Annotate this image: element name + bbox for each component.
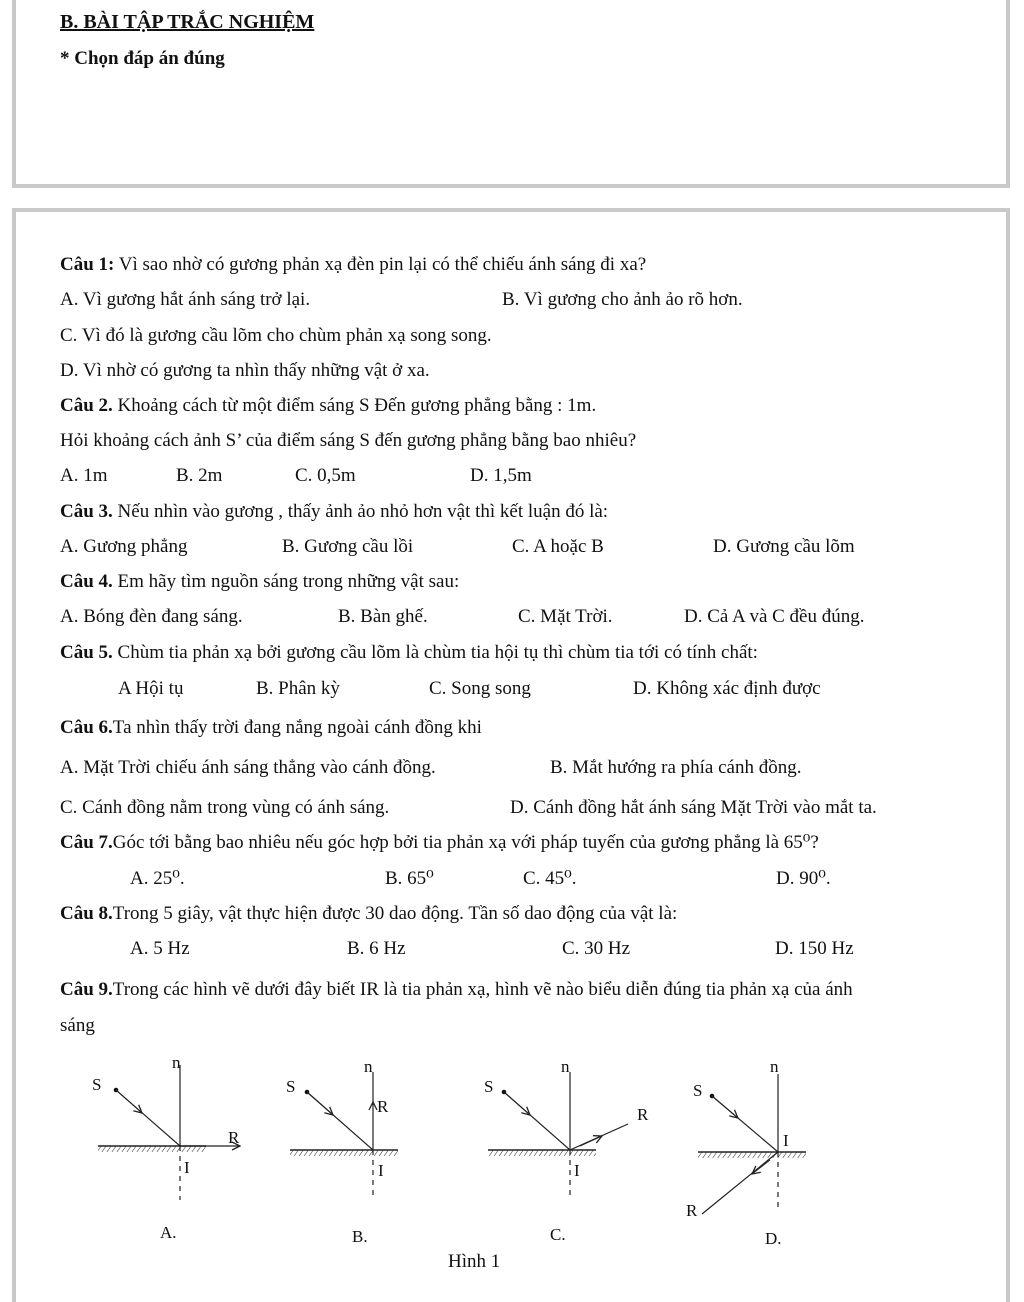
question-1: Câu 1: Vì sao nhờ có gương phản xạ đèn pin lại có thể chiếu ánh sáng đi xa? [60, 254, 647, 275]
q2-option-d[interactable]: D. 1,5m [470, 465, 532, 486]
panel-b[interactable] [286, 1057, 398, 1246]
label-n-d: n [770, 1057, 779, 1076]
q4-option-c[interactable]: C. Mặt Trời. [518, 606, 613, 627]
label-r-a: R [228, 1128, 240, 1147]
q7-option-b[interactable]: B. 65⁰ [385, 868, 434, 889]
q4-option-b[interactable]: B. Bàn ghế. [338, 606, 428, 627]
label-s-b: S [286, 1077, 296, 1096]
q2-option-c[interactable]: C. 0,5m [295, 465, 356, 486]
question-7: Câu 7.Góc tới bằng bao nhiêu nếu góc hợp bởi tia phản xạ với pháp tuyến của gương phẳng là 65⁰? [60, 832, 819, 853]
q1-option-d[interactable]: D. Vì nhờ có gương ta nhìn thấy những vật ở xa. [60, 360, 430, 381]
question-3: Câu 3. Nếu nhìn vào gương , thấy ảnh ảo nhỏ hơn vật thì kết luận đó là: [60, 501, 609, 522]
q1-option-a[interactable]: A. Vì gương hắt ánh sáng trở lại. [60, 289, 311, 310]
q5-option-d[interactable]: D. Không xác định được [633, 678, 821, 699]
question-9: Câu 9.Trong các hình vẽ dưới đây biết IR là tia phản xạ, hình vẽ nào biểu diễn đúng tia phản xạ của ánh [60, 979, 853, 1000]
q5-option-c[interactable]: C. Song song [429, 678, 531, 699]
q4-option-a[interactable]: A. Bóng đèn đang sáng. [60, 606, 243, 627]
reflected-ray-d [702, 1152, 778, 1214]
q6-option-a[interactable]: A. Mặt Trời chiếu ánh sáng thẳng vào cánh đồng. [60, 757, 436, 778]
label-n-a: n [172, 1053, 181, 1072]
label-i-d: I [783, 1131, 789, 1150]
q6-option-b[interactable]: B. Mắt hướng ra phía cánh đồng. [550, 757, 802, 778]
q4-option-d[interactable]: D. Cả A và C đều đúng. [684, 606, 865, 627]
q3-option-c[interactable]: C. A hoặc B [512, 536, 604, 557]
q2-option-a[interactable]: A. 1m [60, 465, 108, 486]
question-2-line2: Hỏi khoảng cách ảnh S’ của điểm sáng S đến gương phẳng bằng bao nhiêu? [60, 430, 637, 451]
q1-option-b[interactable]: B. Vì gương cho ảnh ảo rõ hơn. [502, 289, 743, 310]
q8-option-c[interactable]: C. 30 Hz [562, 938, 631, 959]
mirror-a [98, 1146, 206, 1152]
q7-option-c[interactable]: C. 45⁰. [523, 868, 577, 889]
caption-d: D. [765, 1229, 782, 1248]
question-8: Câu 8.Trong 5 giây, vật thực hiện được 30 dao động. Tần số dao động của vật là: [60, 903, 678, 924]
question-6: Câu 6.Ta nhìn thấy trời đang nắng ngoài cánh đồng khi [60, 717, 482, 738]
label-s-d: S [693, 1081, 703, 1100]
label-r-c: R [637, 1105, 649, 1124]
question-5: Câu 5. Chùm tia phản xạ bởi gương cầu lõm là chùm tia hội tụ thì chùm tia tới có tính chất: [60, 642, 758, 663]
q2-option-b[interactable]: B. 2m [176, 465, 223, 486]
q8-option-d[interactable]: D. 150 Hz [775, 938, 854, 959]
mirror-d [698, 1152, 806, 1158]
label-s-a: S [92, 1075, 102, 1094]
section-title: B. BÀI TẬP TRẮC NGHIỆM [60, 11, 315, 33]
caption-b: B. [352, 1227, 368, 1246]
question-9-line2: sáng [60, 1015, 95, 1036]
q8-option-b[interactable]: B. 6 Hz [347, 938, 406, 959]
caption-c: C. [550, 1225, 566, 1244]
q3-option-d[interactable]: D. Gương cầu lõm [713, 536, 855, 557]
figure-title: Hình 1 [448, 1251, 501, 1272]
question-4: Câu 4. Em hãy tìm nguồn sáng trong những vật sau: [60, 571, 460, 592]
caption-a: A. [160, 1223, 177, 1242]
label-n-c: n [561, 1057, 570, 1076]
label-i-a: I [184, 1158, 190, 1177]
question-2: Câu 2. Khoảng cách từ một điểm sáng S Đến gương phẳng bằng : 1m. [60, 395, 597, 416]
q5-option-b[interactable]: B. Phân kỳ [256, 678, 340, 699]
q3-option-a[interactable]: A. Gương phẳng [60, 536, 188, 557]
instruction: * Chọn đáp án đúng [60, 48, 225, 69]
q8-option-a[interactable]: A. 5 Hz [130, 938, 190, 959]
q7-option-a[interactable]: A. 25⁰. [130, 868, 185, 889]
mirror-c [488, 1150, 596, 1156]
q6-option-d[interactable]: D. Cánh đồng hắt ánh sáng Mặt Trời vào mắt ta. [510, 797, 877, 818]
q6-option-c[interactable]: C. Cánh đồng nằm trong vùng có ánh sáng. [60, 797, 390, 818]
q5-option-a[interactable]: A Hội tụ [118, 678, 184, 699]
q3-option-b[interactable]: B. Gương cầu lồi [282, 536, 414, 557]
label-s-c: S [484, 1077, 494, 1096]
label-r-d: R [686, 1201, 698, 1220]
panel-d[interactable] [686, 1057, 806, 1248]
q1-option-c[interactable]: C. Vì đó là gương cầu lõm cho chùm phản xạ song song. [60, 325, 492, 346]
panel-a[interactable] [92, 1053, 240, 1242]
panel-c[interactable] [484, 1057, 649, 1244]
label-r-b: R [377, 1097, 389, 1116]
label-i-b: I [378, 1161, 384, 1180]
label-i-c: I [574, 1161, 580, 1180]
mirror-b [290, 1150, 398, 1156]
q7-option-d[interactable]: D. 90⁰. [776, 868, 831, 889]
label-n-b: n [364, 1057, 373, 1076]
reflection-figure [0, 1040, 1024, 1280]
